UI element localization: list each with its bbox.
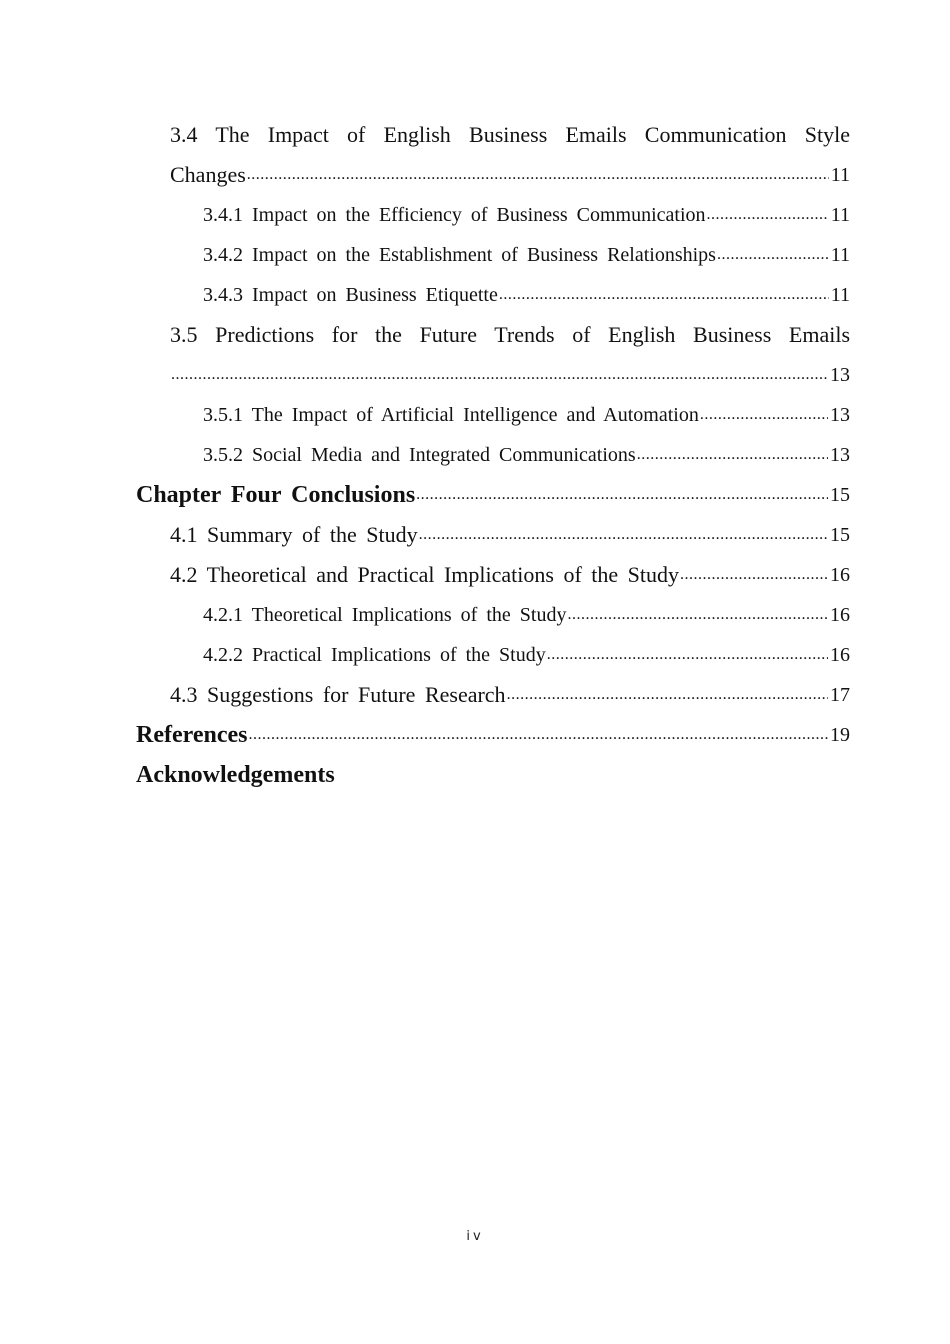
toc-page-number: 11 [830,243,850,266]
dot-leader [717,246,829,264]
toc-entry-title: Chapter Four Conclusions [136,481,416,508]
toc-page-number: 11 [830,163,850,186]
dot-leader [707,206,829,224]
toc-entry-references[interactable] [136,715,850,755]
toc-entry-4-2[interactable] [136,555,850,595]
toc-entry-title: 3.5.2 Social Media and Integrated Communications [203,443,636,466]
toc-entry-title: Changes [170,162,246,187]
toc-entry-3-4-3[interactable] [136,275,850,315]
toc-entry-acknowledgements[interactable] [136,755,850,795]
dot-leader [680,566,828,584]
toc-page-number: 15 [830,483,850,506]
toc-entry-3-4-continued[interactable] [136,155,850,195]
dot-leader [419,526,828,544]
toc-page-number: 17 [830,683,850,706]
toc-page-number: 11 [830,203,850,226]
dot-leader [507,686,828,704]
dot-leader [700,406,828,424]
toc-entry-title: 4.2 Theoretical and Practical Implications of the Study [170,562,680,587]
toc-entry-chapter-four[interactable] [136,475,850,515]
page-number-footer: iv [466,1229,484,1244]
toc-entry-3-5[interactable] [136,315,850,355]
toc-entry-title: Acknowledgements [136,761,335,788]
toc-entry-3-5-continued[interactable] [136,355,850,395]
dot-leader [249,726,829,744]
toc-entry-title: 3.4.3 Impact on Business Etiquette [203,283,498,306]
toc-entry-4-3[interactable] [136,675,850,715]
toc-page-number: 13 [830,443,850,466]
toc-entry-title: References [136,721,248,748]
toc-entry-title: 4.1 Summary of the Study [170,522,418,547]
toc-entry-3-4-1[interactable] [136,195,850,235]
toc-page-number: 16 [830,603,850,626]
dot-leader [247,166,829,184]
table-of-contents [136,115,850,795]
dot-leader [171,366,828,384]
dot-leader [499,286,829,304]
toc-entry-3-4[interactable] [136,115,850,155]
dot-leader [637,446,828,464]
toc-entry-3-4-2[interactable] [136,235,850,275]
toc-page-number: 11 [830,283,850,306]
toc-page-number: 15 [830,523,850,546]
toc-entry-4-2-1[interactable] [136,595,850,635]
toc-entry-title: 4.3 Suggestions for Future Research [170,682,506,707]
toc-entry-title: 4.2.2 Practical Implications of the Study [203,643,546,666]
toc-entry-title: 3.4.2 Impact on the Establishment of Business Relationships [203,243,716,266]
toc-entry-title: 4.2.1 Theoretical Implications of the Study [203,603,567,626]
toc-page-number: 16 [830,563,850,586]
toc-page-number: 19 [830,723,850,746]
dot-leader [416,486,828,504]
toc-entry-title: 3.4 The Impact of English Business Emails Communication Style [170,122,850,147]
toc-entry-4-2-2[interactable] [136,635,850,675]
dot-leader [547,646,828,664]
toc-page-number: 13 [830,363,850,386]
toc-entry-3-5-2[interactable] [136,435,850,475]
toc-entry-title: 3.5.1 The Impact of Artificial Intelligence and Automation [203,403,699,426]
toc-entry-title: 3.5 Predictions for the Future Trends of English Business Emails [170,322,850,347]
dot-leader [567,606,828,624]
toc-entry-3-5-1[interactable] [136,395,850,435]
toc-entry-title: 3.4.1 Impact on the Efficiency of Business Communication [203,203,706,226]
toc-entry-4-1[interactable] [136,515,850,555]
toc-page-number: 13 [830,403,850,426]
toc-page-number: 16 [830,643,850,666]
